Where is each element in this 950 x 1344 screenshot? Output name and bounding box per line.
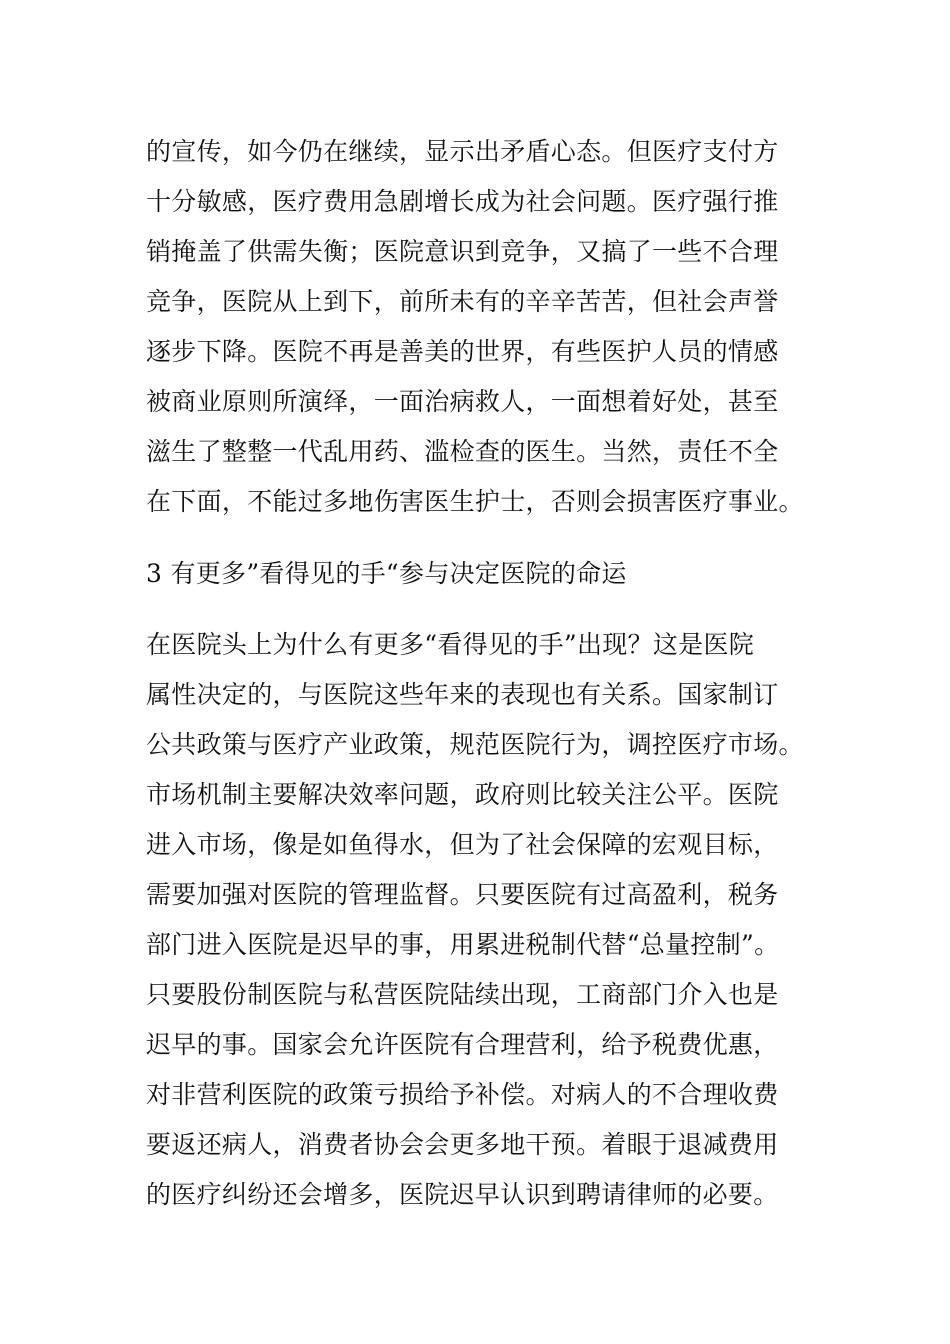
paragraph-1-line-5: 逐步下降。医院不再是善美的世界，有些医护人员的情感 xyxy=(146,337,779,366)
paragraph-2-line-3: 公共政策与医疗产业政策，规范医院行为，调控医疗市场。 xyxy=(146,730,804,759)
paragraph-2-line-12: 的医疗纠纷还会增多，医院迟早认识到聘请律师的必要。 xyxy=(146,1180,779,1209)
paragraph-1-line-1: 的宣传，如今仍在继续，显示出矛盾心态。但医疗支付方 xyxy=(146,137,779,166)
section-heading: 3 有更多”看得见的手“参与决定医院的命运 xyxy=(146,559,627,588)
paragraph-1-line-6: 被商业原则所演绎，一面治病救人，一面想着好处，甚至 xyxy=(146,387,779,416)
paragraph-1-line-3: 销掩盖了供需失衡；医院意识到竞争，又搞了一些不合理 xyxy=(146,237,779,266)
paragraph-2-line-4: 市场机制主要解决效率问题，政府则比较关注公平。医院 xyxy=(146,780,779,809)
paragraph-2-line-9: 迟早的事。国家会允许医院有合理营利，给予税费优惠， xyxy=(146,1030,779,1059)
paragraph-2-line-1: 在医院头上为什么有更多“看得见的手”出现？这是医院 xyxy=(146,630,755,659)
paragraph-1-line-2: 十分敏感，医疗费用急剧增长成为社会问题。医疗强行推 xyxy=(146,187,779,216)
paragraph-1-line-4: 竞争，医院从上到下，前所未有的辛辛苦苦，但社会声誉 xyxy=(146,287,779,316)
paragraph-2-line-8: 只要股份制医院与私营医院陆续出现，工商部门介入也是 xyxy=(146,980,779,1009)
paragraph-1-line-7: 滋生了整整一代乱用药、滥检查的医生。当然，责任不全 xyxy=(146,437,779,466)
paragraph-1-line-8: 在下面，不能过多地伤害医生护士，否则会损害医疗事业。 xyxy=(146,487,804,516)
paragraph-2-line-5: 进入市场，像是如鱼得水，但为了社会保障的宏观目标， xyxy=(146,830,779,859)
paragraph-2-line-7: 部门进入医院是迟早的事，用累进税制代替“总量控制”。 xyxy=(146,930,780,959)
paragraph-2-line-6: 需要加强对医院的管理监督。只要医院有过高盈利，税务 xyxy=(146,880,779,909)
paragraph-2-line-11: 要返还病人，消费者协会会更多地干预。着眼于退减费用 xyxy=(146,1130,779,1159)
paragraph-2-line-10: 对非营利医院的政策亏损给予补偿。对病人的不合理收费 xyxy=(146,1080,779,1109)
paragraph-2-line-2: 属性决定的，与医院这些年来的表现也有关系。国家制订 xyxy=(146,680,779,709)
